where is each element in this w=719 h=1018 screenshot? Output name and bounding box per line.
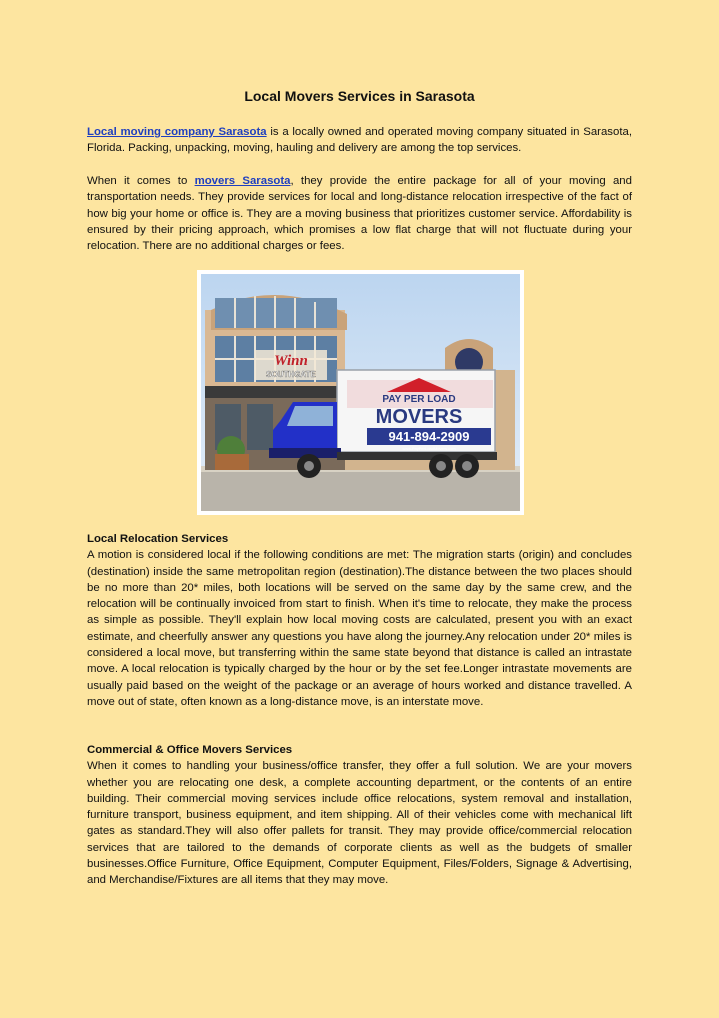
services-text-before: When it comes to [87,175,195,187]
moving-truck-photo [197,270,524,515]
truck-web: www.PayPerLoadMovers.com [402,446,456,451]
truck-phone: 941-894-2909 [388,429,470,444]
services-text-after: , they provide the entire package for all of your moving and transportation needs. They provide services for local and long-distance relocation irrespective of the fact of how big your home or office is. They are a moving business that prioritizes customer service. Affordability is ensured by their pricing approach, which promises a low flat charge that will not fluctuate during your relocation. There are no additional charges or fees. [87,175,632,253]
local-relocation-text: A motion is considered local if the following conditions are met: The migration starts (origin) and concludes (destination) inside the same metropolitan region (destination).The distance between the two places should be no more than 20* miles, both locations will be served on the same day by the same crew, and the relocation will be continually invoiced from start to finish. When it's time to relocate, they make the process as simple as possible. They'll explain how local moving costs are calculated, present you with an exact estimate, and cheerfully answer any questions you have along the journey.Any relocation under 20* miles is considered a local move, but transferring within the same state beyond that distance is called an intrastate move. A local relocation is typically charged by the hour or by the set fee.Longer intrastate movements are usually paid based on the weight of the package or an average of hours worked and distance travelled. A move out of state, often known as a long-distance move, is an interstate move. [87,549,632,708]
commercial-office-section [87,742,632,889]
intro-paragraph [87,124,632,157]
local-moving-company-link[interactable]: Local moving company Sarasota [87,126,267,138]
services-paragraph [87,173,632,254]
store-sign-text: SOUTHGATE [266,370,316,379]
local-relocation-section [87,531,632,710]
movers-sarasota-link[interactable]: movers Sarasota [194,175,291,187]
commercial-office-heading: Commercial & Office Movers Services [87,744,293,756]
commercial-office-text: When it comes to handling your business/office transfer, they offer a full solution. We are your movers whether you are relocating one desk, a complete accounting department, or the contents of an entire building. Their commercial moving services include office relocations, system removal and installation, furniture transport, business equipment, and item shipping. All of their vehicles come with mechanical lift gates as standard.They will also offer pallets for transit. They may provide office/commercial relocation services that are tailored to the demands of corporate clients as well as the budgets of smaller businesses.Office Furniture, Office Equipment, Computer Equipment, Files/Folders, Signage & Advertising, and Merchandise/Fixtures are all items that they may move. [87,760,632,887]
intro-text: is a locally owned and operated moving company situated in Sarasota, Florida. Packing, unpacking, moving, hauling and delivery are among the top services. [87,126,632,155]
svg-text:Winn: Winn [274,353,308,369]
truck-brand-top: PAY PER LOAD [382,394,456,405]
local-relocation-heading: Local Relocation Services [87,533,229,545]
document-title: Local Movers Services in Sarasota [244,88,475,104]
truck-brand: MOVERS [375,406,463,428]
